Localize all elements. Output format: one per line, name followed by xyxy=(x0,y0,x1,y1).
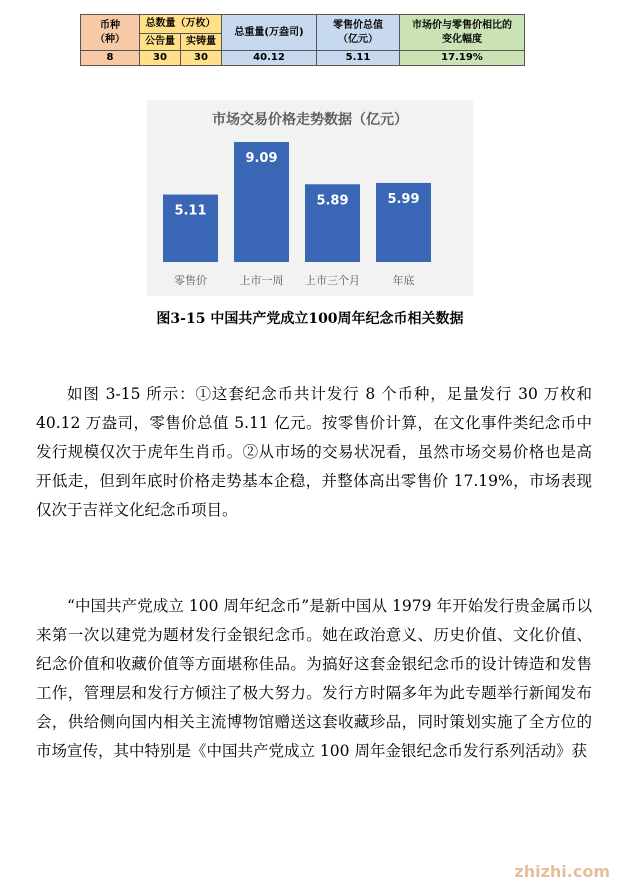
cell-coin-types: 8 xyxy=(81,51,140,66)
figure-caption: 图3-15 中国共产党成立100周年纪念币相关数据 xyxy=(156,311,464,327)
cell-total-weight: 40.12 xyxy=(222,51,317,66)
cell-minted: 30 xyxy=(181,51,222,66)
data-label-3: 5.99 xyxy=(387,191,420,207)
data-label-2: 5.89 xyxy=(316,193,349,209)
category-label-0: 零售价 xyxy=(174,274,207,287)
header-minted: 实铸量 xyxy=(181,34,222,51)
cell-change-rate: 17.19% xyxy=(400,51,525,66)
watermark: zhizhi.com xyxy=(514,862,610,881)
category-label-3: 年底 xyxy=(392,274,415,287)
header-retail-value: 零售价总值 （亿元） xyxy=(317,15,400,51)
data-label-1: 9.09 xyxy=(245,151,278,167)
header-total-weight: 总重量(万盎司) xyxy=(222,15,317,51)
category-label-2: 上市三个月 xyxy=(305,274,360,287)
data-label-0: 5.11 xyxy=(174,203,207,219)
summary-table xyxy=(80,14,525,66)
header-change-rate: 市场价与零售价相比的 变化幅度 xyxy=(400,15,525,51)
paragraph-1-block xyxy=(36,380,592,525)
paragraph-1: 如图 3-15 所示：①这套纪念币共计发行 8 个币种，足量发行 30 万枚和 40.12 万盎司，零售价总值 5.11 亿元。按零售价计算，在文化事件类纪念币中发行规模仅次于虎年生肖币。②从市场的交易状况看，虽然市场交易价格也是高开低走，但到年底时价格走势基本企稳，并整体高出零售价 17.19%，市场表现仅次于吉祥文化纪念币项目。 xyxy=(36,385,592,519)
cell-retail-value: 5.11 xyxy=(317,51,400,66)
chart-svg xyxy=(147,100,473,296)
header-announced: 公告量 xyxy=(140,34,181,51)
paragraph-2-block xyxy=(36,592,592,766)
cell-announced: 30 xyxy=(140,51,181,66)
category-label-1: 上市一周 xyxy=(239,274,284,287)
header-total-quantity: 总数量（万枚） xyxy=(140,15,222,34)
chart-title: 市场交易价格走势数据（亿元） xyxy=(212,112,408,128)
paragraph-2: “中国共产党成立 100 周年纪念币”是新中国从 1979 年开始发行贵金属币以来第一次以建党为题材发行金银纪念币。她在政治意义、历史价值、文化价值、纪念价值和收藏价值等方面堪称佳品。为搞好这套金银纪念币的设计铸造和发售工作，管理层和发行方倾注了极大努力。发行方时隔多年为此专题举行新闻发布会，供给侧向国内相关主流博物馆赠送这套收藏珍品，同时策划实施了全方位的市场宣传，其中特别是《中国共产党成立 100 周年金银纪念币发行系列活动》获 xyxy=(36,597,592,760)
header-coin-types: 币种 （种） xyxy=(81,15,140,51)
price-trend-chart xyxy=(147,100,473,296)
